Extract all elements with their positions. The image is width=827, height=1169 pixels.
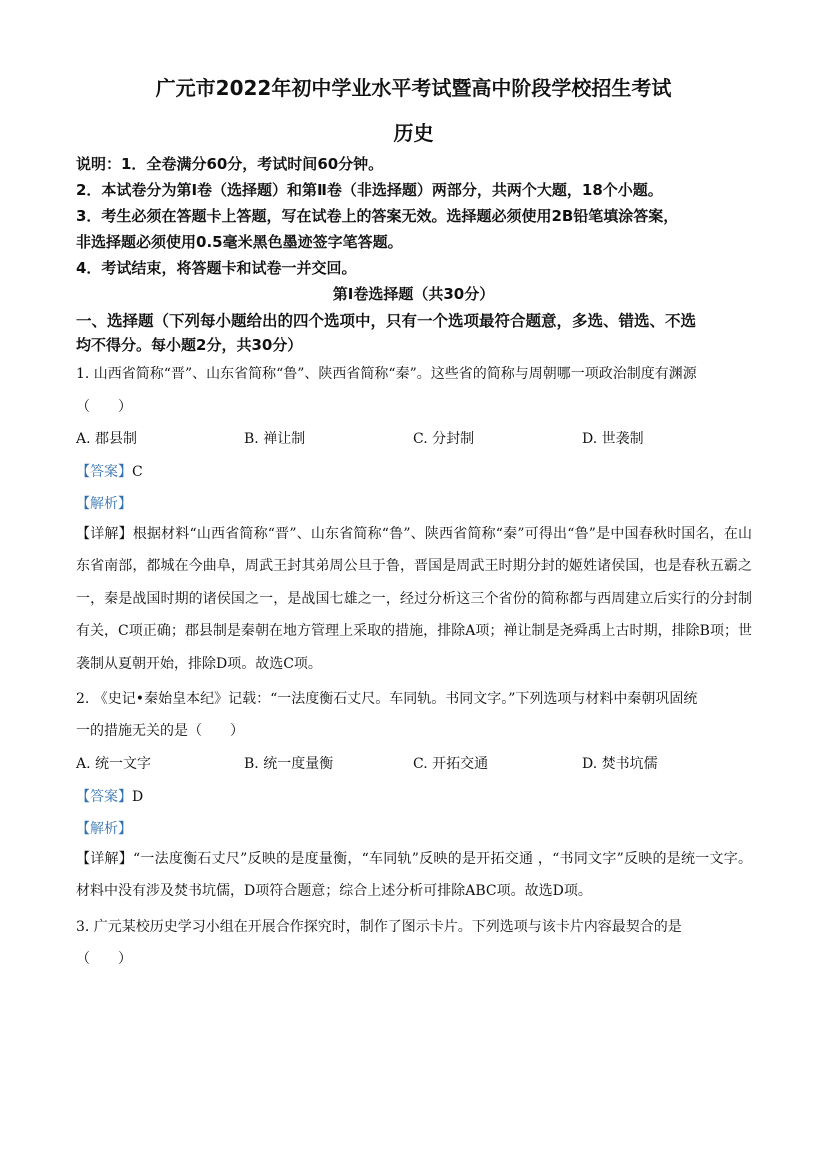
question-1-blank: （ ） xyxy=(76,399,132,415)
question-2-stem: 2. 《史记•秦始皇本纪》记载：“一法度衡石丈尺。车同轨。书同文字。”下列选项与材料中秦朝巩固统 xyxy=(76,691,698,707)
answer-value: D xyxy=(132,789,144,805)
question-1-option-c: C. 分封制 xyxy=(413,431,475,447)
question-1-stem: 1. 山西省简称“晋”、山东省简称“鲁”、陕西省简称“秦”。这些省的简称与周朝哪一项政治制度有渊源 xyxy=(76,366,697,382)
instruction-line-3: 3．考生必须在答题卡上答题，写在试卷上的答案无效。选择题必须使用2B铅笔填涂答案， xyxy=(76,207,679,225)
instruction-line-5: 4．考试结束，将答题卡和试卷一并交回。 xyxy=(76,259,357,277)
section-heading-line-1: 一、选择题（下列每小题给出的四个选项中，只有一个选项最符合题意，多选、错选、不选 xyxy=(76,312,697,330)
question-2-stem-continued: 一的措施无关的是（ ） xyxy=(76,723,244,739)
question-2-detail xyxy=(76,843,752,908)
answer-label: 【答案】 xyxy=(76,789,132,805)
instruction-line-4: 非选择题必须使用0.5毫米黑色墨迹签字笔答题。 xyxy=(76,233,403,251)
question-1-option-b: B. 禅让制 xyxy=(244,431,306,447)
instruction-line-2: 2．本试卷分为第Ⅰ卷（选择题）和第Ⅱ卷（非选择题）两部分，共两个大题，18个小题。 xyxy=(76,181,663,199)
exam-title: 广元市2022年初中学业水平考试暨高中阶段学校招生考试 xyxy=(155,76,672,100)
answer-label: 【答案】 xyxy=(76,464,132,480)
detail-text: 根据材料“山西省简称“晋”、山东省简称“鲁”、陕西省简称“秦”可得出“鲁”是中国春秋时国名，在山东省南部，都城在今曲阜，周武王封其弟周公旦于鲁，晋国是周武王时期分封的姬姓诸侯国，也是春秋五霸之一，秦是战国时期的诸侯国之一，是战国七雄之一，经过分析这三个省份的简称都与西周建立后实行的分封制有关，C项正确；郡县制是秦朝在地方管理上采取的措施，排除A项；禅让制是尧舜禹上古时期，排除B项；世袭制从夏朝开始，排除D项。故选C项。 xyxy=(76,526,753,672)
question-2-option-c: C. 开拓交通 xyxy=(413,756,489,772)
question-1-option-d: D. 世袭制 xyxy=(582,431,644,447)
question-2-analysis-label: 【解析】 xyxy=(76,821,132,837)
section-heading-line-2: 均不得分。每小题2分，共30分） xyxy=(76,336,303,354)
question-1-detail xyxy=(76,518,752,680)
question-3-blank: （ ） xyxy=(76,951,132,967)
question-2-option-d: D. 焚书坑儒 xyxy=(582,756,658,772)
question-2-answer xyxy=(76,786,143,806)
question-2-option-a: A. 统一文字 xyxy=(76,756,152,772)
question-1-option-a: A. 郡县制 xyxy=(76,431,138,447)
answer-value: C xyxy=(132,464,143,480)
subject-title: 历史 xyxy=(393,121,434,145)
detail-text: “一法度衡石丈尺”反映的是度量衡，“车同轨”反映的是开拓交通 ，“书同文字”反映的是统一文字。材料中没有涉及焚书坑儒，D项符合题意；综合上述分析可排除ABC项。故选D项。 xyxy=(76,851,752,900)
question-3-stem: 3. 广元某校历史学习小组在开展合作探究时，制作了图示卡片。下列选项与该卡片内容最契合的是 xyxy=(76,919,682,935)
question-1-analysis-label: 【解析】 xyxy=(76,496,132,512)
question-2-option-b: B. 统一度量衡 xyxy=(244,756,334,772)
question-1-answer xyxy=(76,461,143,481)
detail-label: 【详解】 xyxy=(76,526,133,542)
volume-title: 第Ⅰ卷选择题（共30分） xyxy=(332,285,495,303)
instruction-line-1: 说明：1．全卷满分60分，考试时间60分钟。 xyxy=(76,155,384,173)
detail-label: 【详解】 xyxy=(76,851,134,867)
